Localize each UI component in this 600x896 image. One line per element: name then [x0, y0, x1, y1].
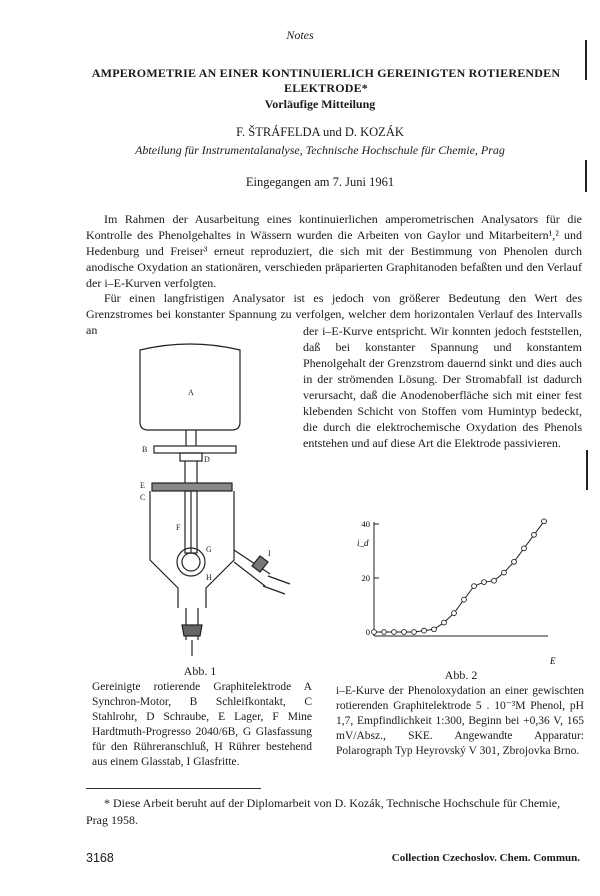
label-d: D — [204, 455, 210, 464]
section-header: Notes — [286, 28, 314, 42]
scan-edge-mark — [585, 160, 587, 192]
label-f: F — [176, 523, 181, 532]
y-tick-label: 0 — [365, 627, 370, 637]
data-point — [482, 580, 487, 585]
article-title: AMPEROMETRIE AN EINER KONTINUIERLICH GEREINIGTEN ROTIERENDEN ELEKTRODE* — [91, 66, 561, 95]
slip-contact-b — [154, 446, 236, 453]
side-arm-i — [234, 550, 270, 586]
affiliation: Abteilung für Instrumentalanalyse, Technische Hochschule für Chemie, Prag — [135, 143, 505, 157]
series-line — [374, 521, 544, 632]
x-axis-label: E — [550, 656, 556, 666]
data-point — [532, 532, 537, 537]
data-point — [512, 559, 517, 564]
figure-1-label: Abb. 1 — [183, 664, 217, 678]
received-date: Eingegangen am 7. Juni 1961 — [245, 175, 395, 189]
journal-name: Collection Czechoslov. Chem. Commun. — [391, 852, 580, 864]
authors: F. ŠTRÁFELDA und D. KOZÁK — [236, 125, 404, 139]
data-point — [442, 620, 447, 625]
data-point — [492, 578, 497, 583]
body-paragraph-continued: der i–E-Kurve entspricht. Wir konnten jedoch feststellen, daß bei konstanter Spannung und konstantem Phenolgehalt der Grenzstrom dauernd sinkt und dies auch in der strömenden Lösung. Der Stromabfall ist dadurch verursacht, daß die Anodenoberfläche sich mit einer fest klebenden Schicht von Stoffen vom Humintyp bedeckt, die durch die elektrochemische Oxydation des Phenols entstehen und auf diese Art die Elektrode passivieren. — [303, 324, 582, 450]
data-point — [392, 630, 397, 635]
label-g: G — [206, 545, 212, 554]
label-b: B — [142, 445, 148, 454]
data-point — [432, 627, 437, 632]
data-point — [542, 519, 547, 524]
label-a: A — [188, 388, 194, 397]
body-paragraph: Für einen langfristigen Analysator ist es jedoch von größerer Bedeutung den Wert des Grenzstromes bei konstanter Spannung zu verfolgen, welcher dem horizontalen Verlauf des Intervalls an — [86, 291, 582, 337]
data-point — [452, 611, 457, 616]
bearing-e — [152, 483, 232, 491]
data-point — [422, 628, 427, 633]
figure-2-label: Abb. 2 — [444, 668, 478, 682]
data-point — [382, 630, 387, 635]
data-point — [472, 584, 477, 589]
label-h: H — [206, 573, 212, 582]
data-point — [502, 570, 507, 575]
page-number: 3168 — [86, 851, 114, 865]
data-point — [462, 597, 467, 602]
label-c: C — [140, 493, 146, 502]
label-e: E — [140, 481, 145, 490]
data-point — [402, 630, 407, 635]
y-tick-label: 20 — [361, 573, 370, 583]
body-paragraph: Im Rahmen der Ausarbeitung eines kontinuierlichen amperometrischen Analysators für die Kontrolle des Phenolgehaltes in Wässern wurden die Arbeiten von Gaylor und Mitarbeitern¹,² und Hedenburg und Freiser³ erneut reproduziert, die sich mit der Bestimmung von Phenolen durch anodische Oxydation an stationären, verschieden präparierten Graphitanoden befaßten und den Verlauf der i–E-Kurven verfolgten. — [86, 212, 582, 290]
footnote-divider — [86, 788, 261, 789]
footnote: * Diese Arbeit beruht auf der Diplomarbeit von D. Kozák, Technische Hochschule für Chemie, Prag 1958. — [86, 796, 561, 827]
data-point — [522, 546, 527, 551]
label-i: I — [268, 549, 271, 558]
y-axis-label: i_d — [357, 538, 369, 548]
data-point — [372, 630, 377, 635]
scan-edge-mark — [586, 450, 588, 490]
figure-2-chart — [336, 512, 576, 667]
figure-2-caption: i–E-Kurve der Phenoloxydation an einer gewischten rotierenden Graphitelektrode 5 . 10⁻³M Phenol, pH 1,7, Empfindlichkeit 1:300, Beginn bei +0,36 V, 165 mV/Absz., SKE. Angewandte Apparatur: Polarograph Typ Heyrovský V 301, Zbrojovka Brno. — [336, 685, 584, 757]
data-point — [412, 630, 417, 635]
article-subtitle: Vorläufige Mitteilung — [264, 97, 376, 111]
y-tick-label: 40 — [361, 519, 370, 529]
figure-1-caption: Gereinigte rotierende Graphitelektrode A Synchron-Motor, B Schleifkontakt, C Stahlrohr, D Schraube, E Lager, F Mine Hardtmuth-Progresso 2040/6B, G Glasfassung für den Rühreranschluß, H Rührer bestehend aus einem Glasstab, I Glasfritte. — [92, 681, 312, 768]
steel-tube-c — [150, 491, 234, 608]
figure-1-diagram — [120, 340, 295, 665]
motor-a — [140, 344, 240, 430]
